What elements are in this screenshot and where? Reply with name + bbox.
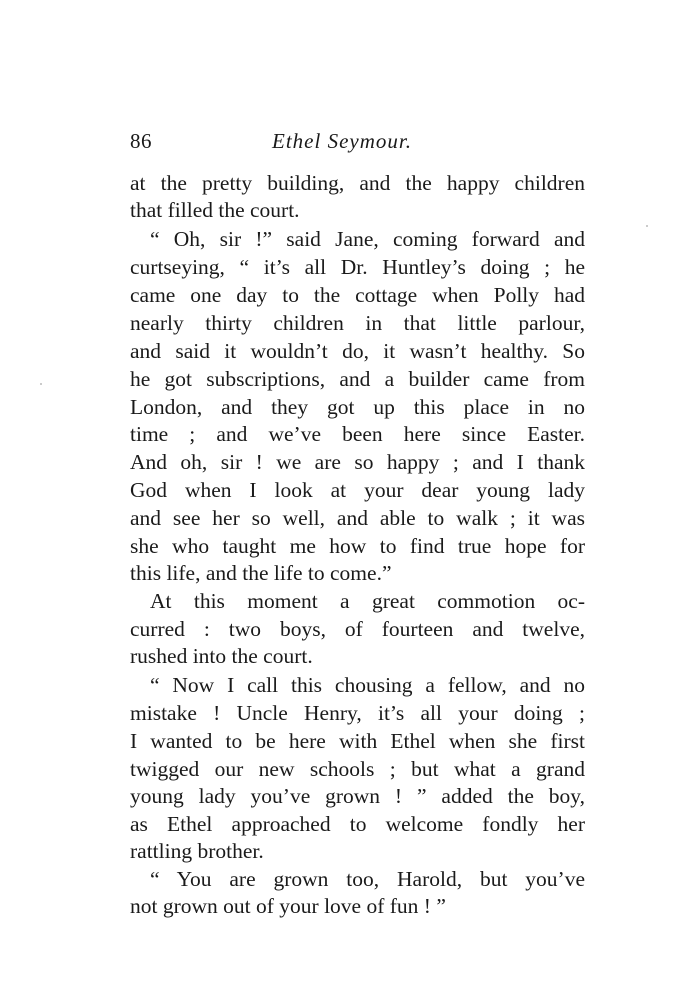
text-line: time ; and we’ve been here since Easter. bbox=[130, 422, 585, 446]
text-line: London, and they got up this place in no bbox=[130, 395, 585, 419]
text-line: and said it wouldn’t do, it wasn’t healthy. So bbox=[130, 339, 585, 363]
text-line: this life, and the life to come.” bbox=[130, 561, 392, 585]
text-line: rushed into the court. bbox=[130, 644, 313, 668]
running-title: Ethel Seymour. bbox=[272, 129, 412, 153]
text-line: At this moment a great commotion oc- bbox=[150, 589, 585, 613]
text-line: and see her so well, and able to walk ; it was bbox=[130, 506, 585, 530]
text-line: she who taught me how to find true hope for bbox=[130, 534, 585, 558]
text-line: twigged our new schools ; but what a grand bbox=[130, 757, 585, 781]
text-line: “ You are grown too, Harold, but you’ve bbox=[150, 867, 585, 891]
text-line: “ Now I call this chousing a fellow, and no bbox=[150, 673, 585, 697]
text-line: God when I look at your dear young lady bbox=[130, 478, 585, 502]
text-line: at the pretty building, and the happy children bbox=[130, 171, 585, 195]
paper-speck bbox=[646, 225, 648, 227]
text-line: rattling brother. bbox=[130, 839, 264, 863]
text-line: that filled the court. bbox=[130, 198, 300, 222]
text-line: mistake ! Uncle Henry, it’s all your doing ; bbox=[130, 701, 585, 725]
text-line: came one day to the cottage when Polly had bbox=[130, 283, 585, 307]
text-line: as Ethel approached to welcome fondly her bbox=[130, 812, 585, 836]
text-line: young lady you’ve grown ! ” added the boy, bbox=[130, 784, 585, 808]
text-line: he got subscriptions, and a builder came from bbox=[130, 367, 585, 391]
text-line: “ Oh, sir !” said Jane, coming forward and bbox=[150, 227, 585, 251]
paper-speck bbox=[40, 383, 42, 385]
page-number: 86 bbox=[130, 129, 152, 153]
text-line: nearly thirty children in that little parlour, bbox=[130, 311, 585, 335]
running-head bbox=[130, 128, 585, 154]
text-line: And oh, sir ! we are so happy ; and I thank bbox=[130, 450, 585, 474]
text-line: not grown out of your love of fun ! ” bbox=[130, 894, 446, 918]
text-line: I wanted to be here with Ethel when she first bbox=[130, 729, 585, 753]
text-line: curtseying, “ it’s all Dr. Huntley’s doing ; he bbox=[130, 255, 585, 279]
text-line: curred : two boys, of fourteen and twelve, bbox=[130, 617, 585, 641]
